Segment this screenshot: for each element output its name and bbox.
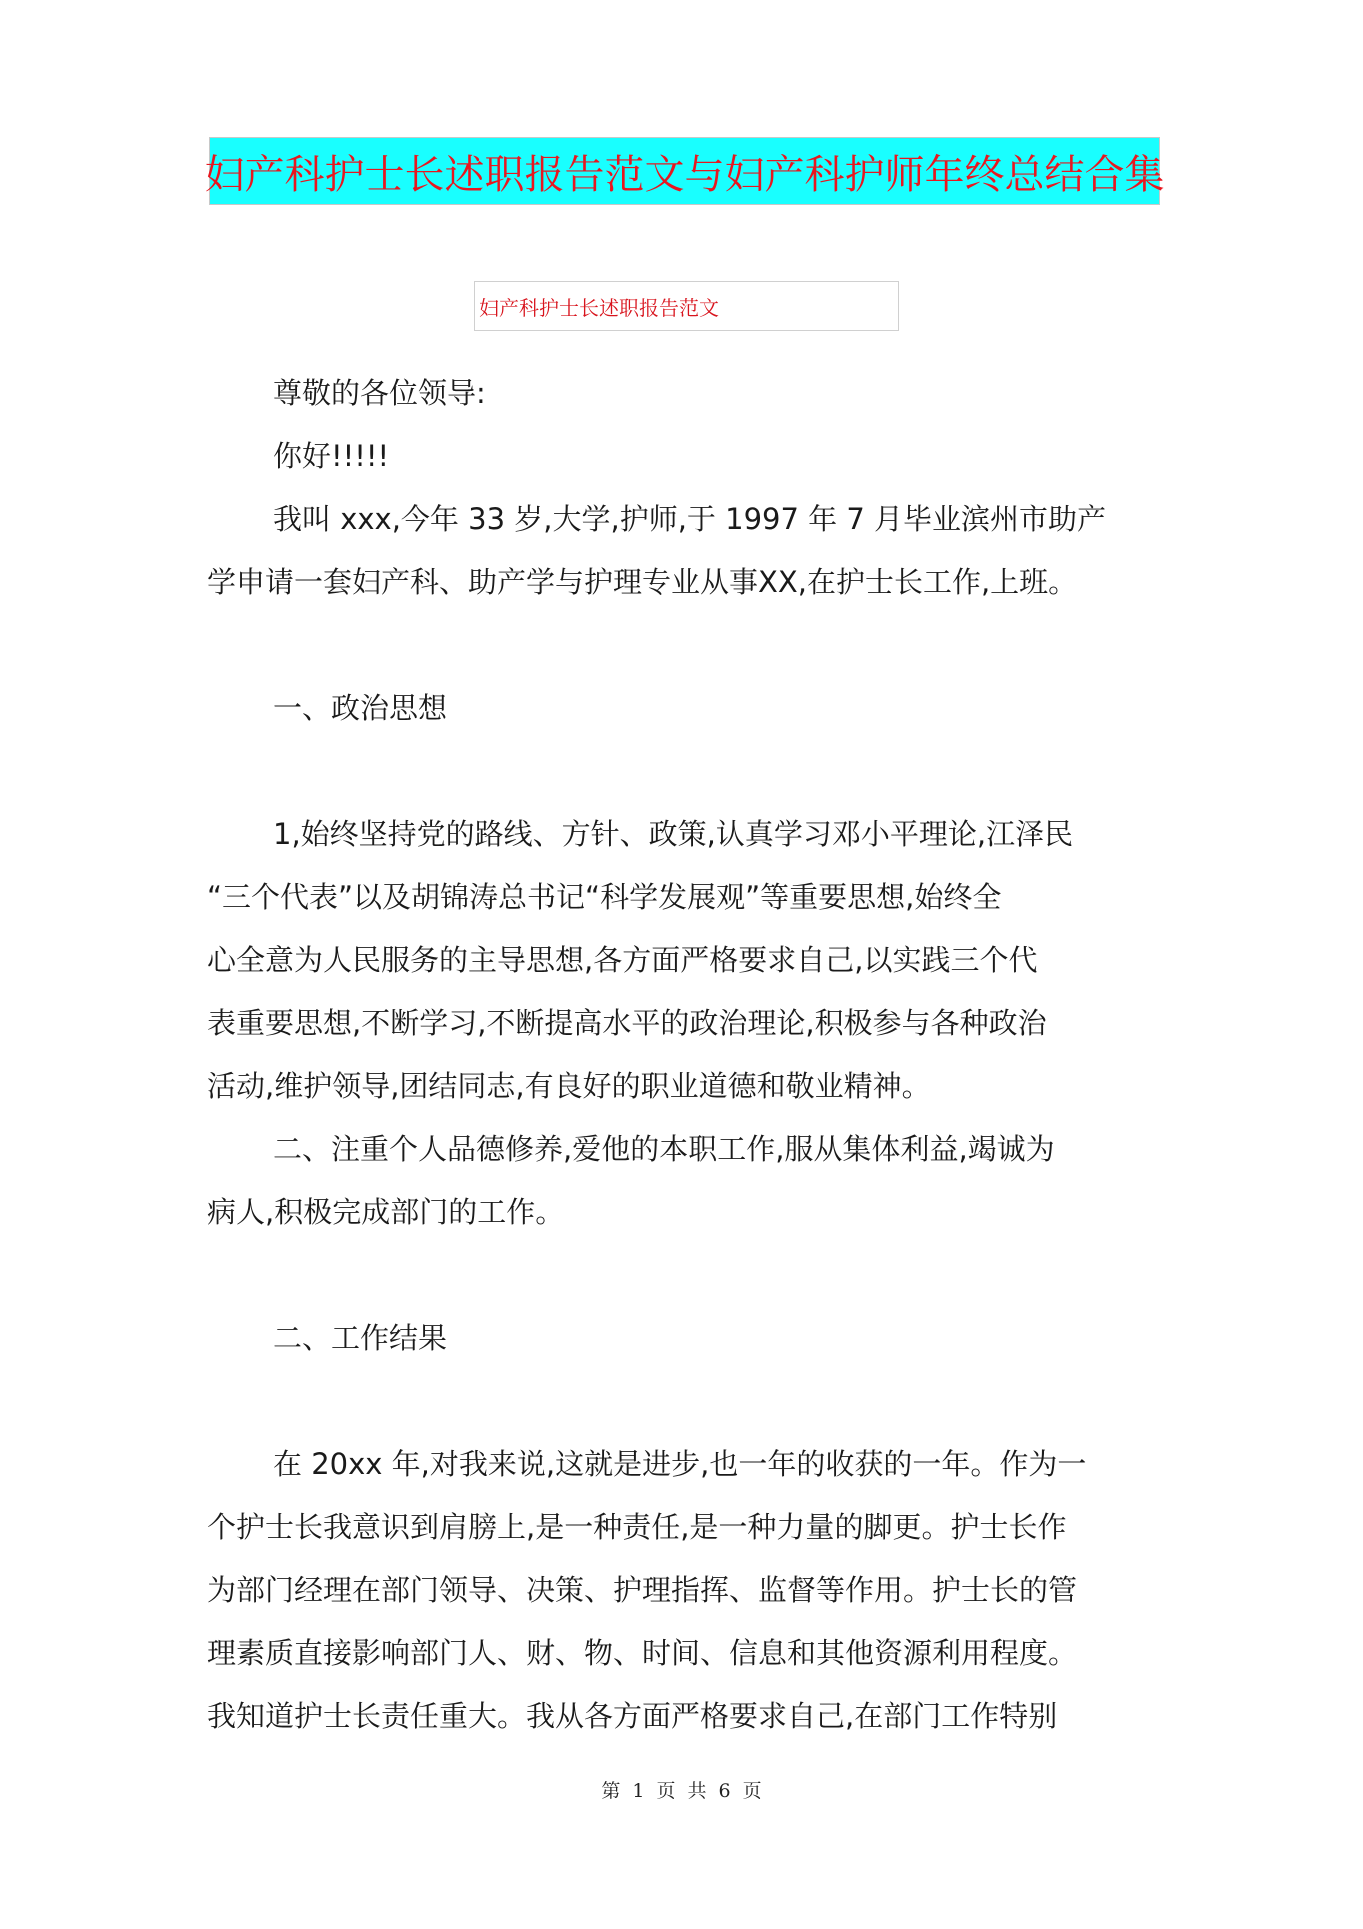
subtitle-box <box>474 281 899 331</box>
paragraph-line: 活动,维护领导,团结同志,有良好的职业道德和敬业精神。 <box>207 1069 931 1103</box>
paragraph-line: 心全意为人民服务的主导思想,各方面严格要求自己,以实践三个代 <box>207 943 1038 977</box>
document-subtitle: 妇产科护士长述职报告范文 <box>479 295 719 320</box>
document-body <box>207 362 1187 1748</box>
blank-line <box>207 740 1187 803</box>
document-title-banner <box>204 137 1165 205</box>
paragraph-line: 理素质直接影响部门人、财、物、时间、信息和其他资源利用程度。 <box>207 1636 1078 1670</box>
document-title: 妇产科护士长述职报告范文与妇产科护师年终总结合集 <box>204 151 1165 198</box>
blank-line <box>207 1370 1187 1433</box>
hello-line: 你好!!!!! <box>273 439 390 473</box>
paragraph-line: 为部门经理在部门领导、决策、护理指挥、监督等作用。护士长的管 <box>207 1573 1078 1607</box>
blank-line <box>207 1244 1187 1307</box>
paragraph-line: 表重要思想,不断学习,不断提高水平的政治理论,积极参与各种政治 <box>207 1006 1047 1040</box>
paragraph-line: 二、注重个人品德修养,爱他的本职工作,服从集体利益,竭诚为 <box>273 1132 1055 1166</box>
paragraph-line: 个护士长我意识到肩膀上,是一种责任,是一种力量的脚更。护士长作 <box>207 1510 1067 1544</box>
paragraph-line: 1,始终坚持党的路线、方针、政策,认真学习邓小平理论,江泽民 <box>273 817 1074 851</box>
paragraph-line: “三个代表”以及胡锦涛总书记“科学发展观”等重要思想,始终全 <box>207 880 1002 914</box>
section-heading: 二、工作结果 <box>273 1321 448 1355</box>
intro-line: 学申请一套妇产科、助产学与护理专业从事XX,在护士长工作,上班。 <box>207 565 1078 599</box>
paragraph-line: 在 20xx 年,对我来说,这就是进步,也一年的收获的一年。作为一 <box>273 1447 1087 1481</box>
page-number-footer: 第 1 页 共 6 页 <box>601 1780 762 1802</box>
paragraph-line: 病人,积极完成部门的工作。 <box>207 1195 565 1229</box>
section-heading: 一、政治思想 <box>273 691 448 725</box>
intro-line: 我叫 xxx,今年 33 岁,大学,护师,于 1997 年 7 月毕业滨州市助产 <box>273 502 1107 536</box>
greeting-line: 尊敬的各位领导: <box>273 376 486 410</box>
paragraph-line: 我知道护士长责任重大。我从各方面严格要求自己,在部门工作特别 <box>207 1699 1058 1733</box>
blank-line <box>207 614 1187 677</box>
